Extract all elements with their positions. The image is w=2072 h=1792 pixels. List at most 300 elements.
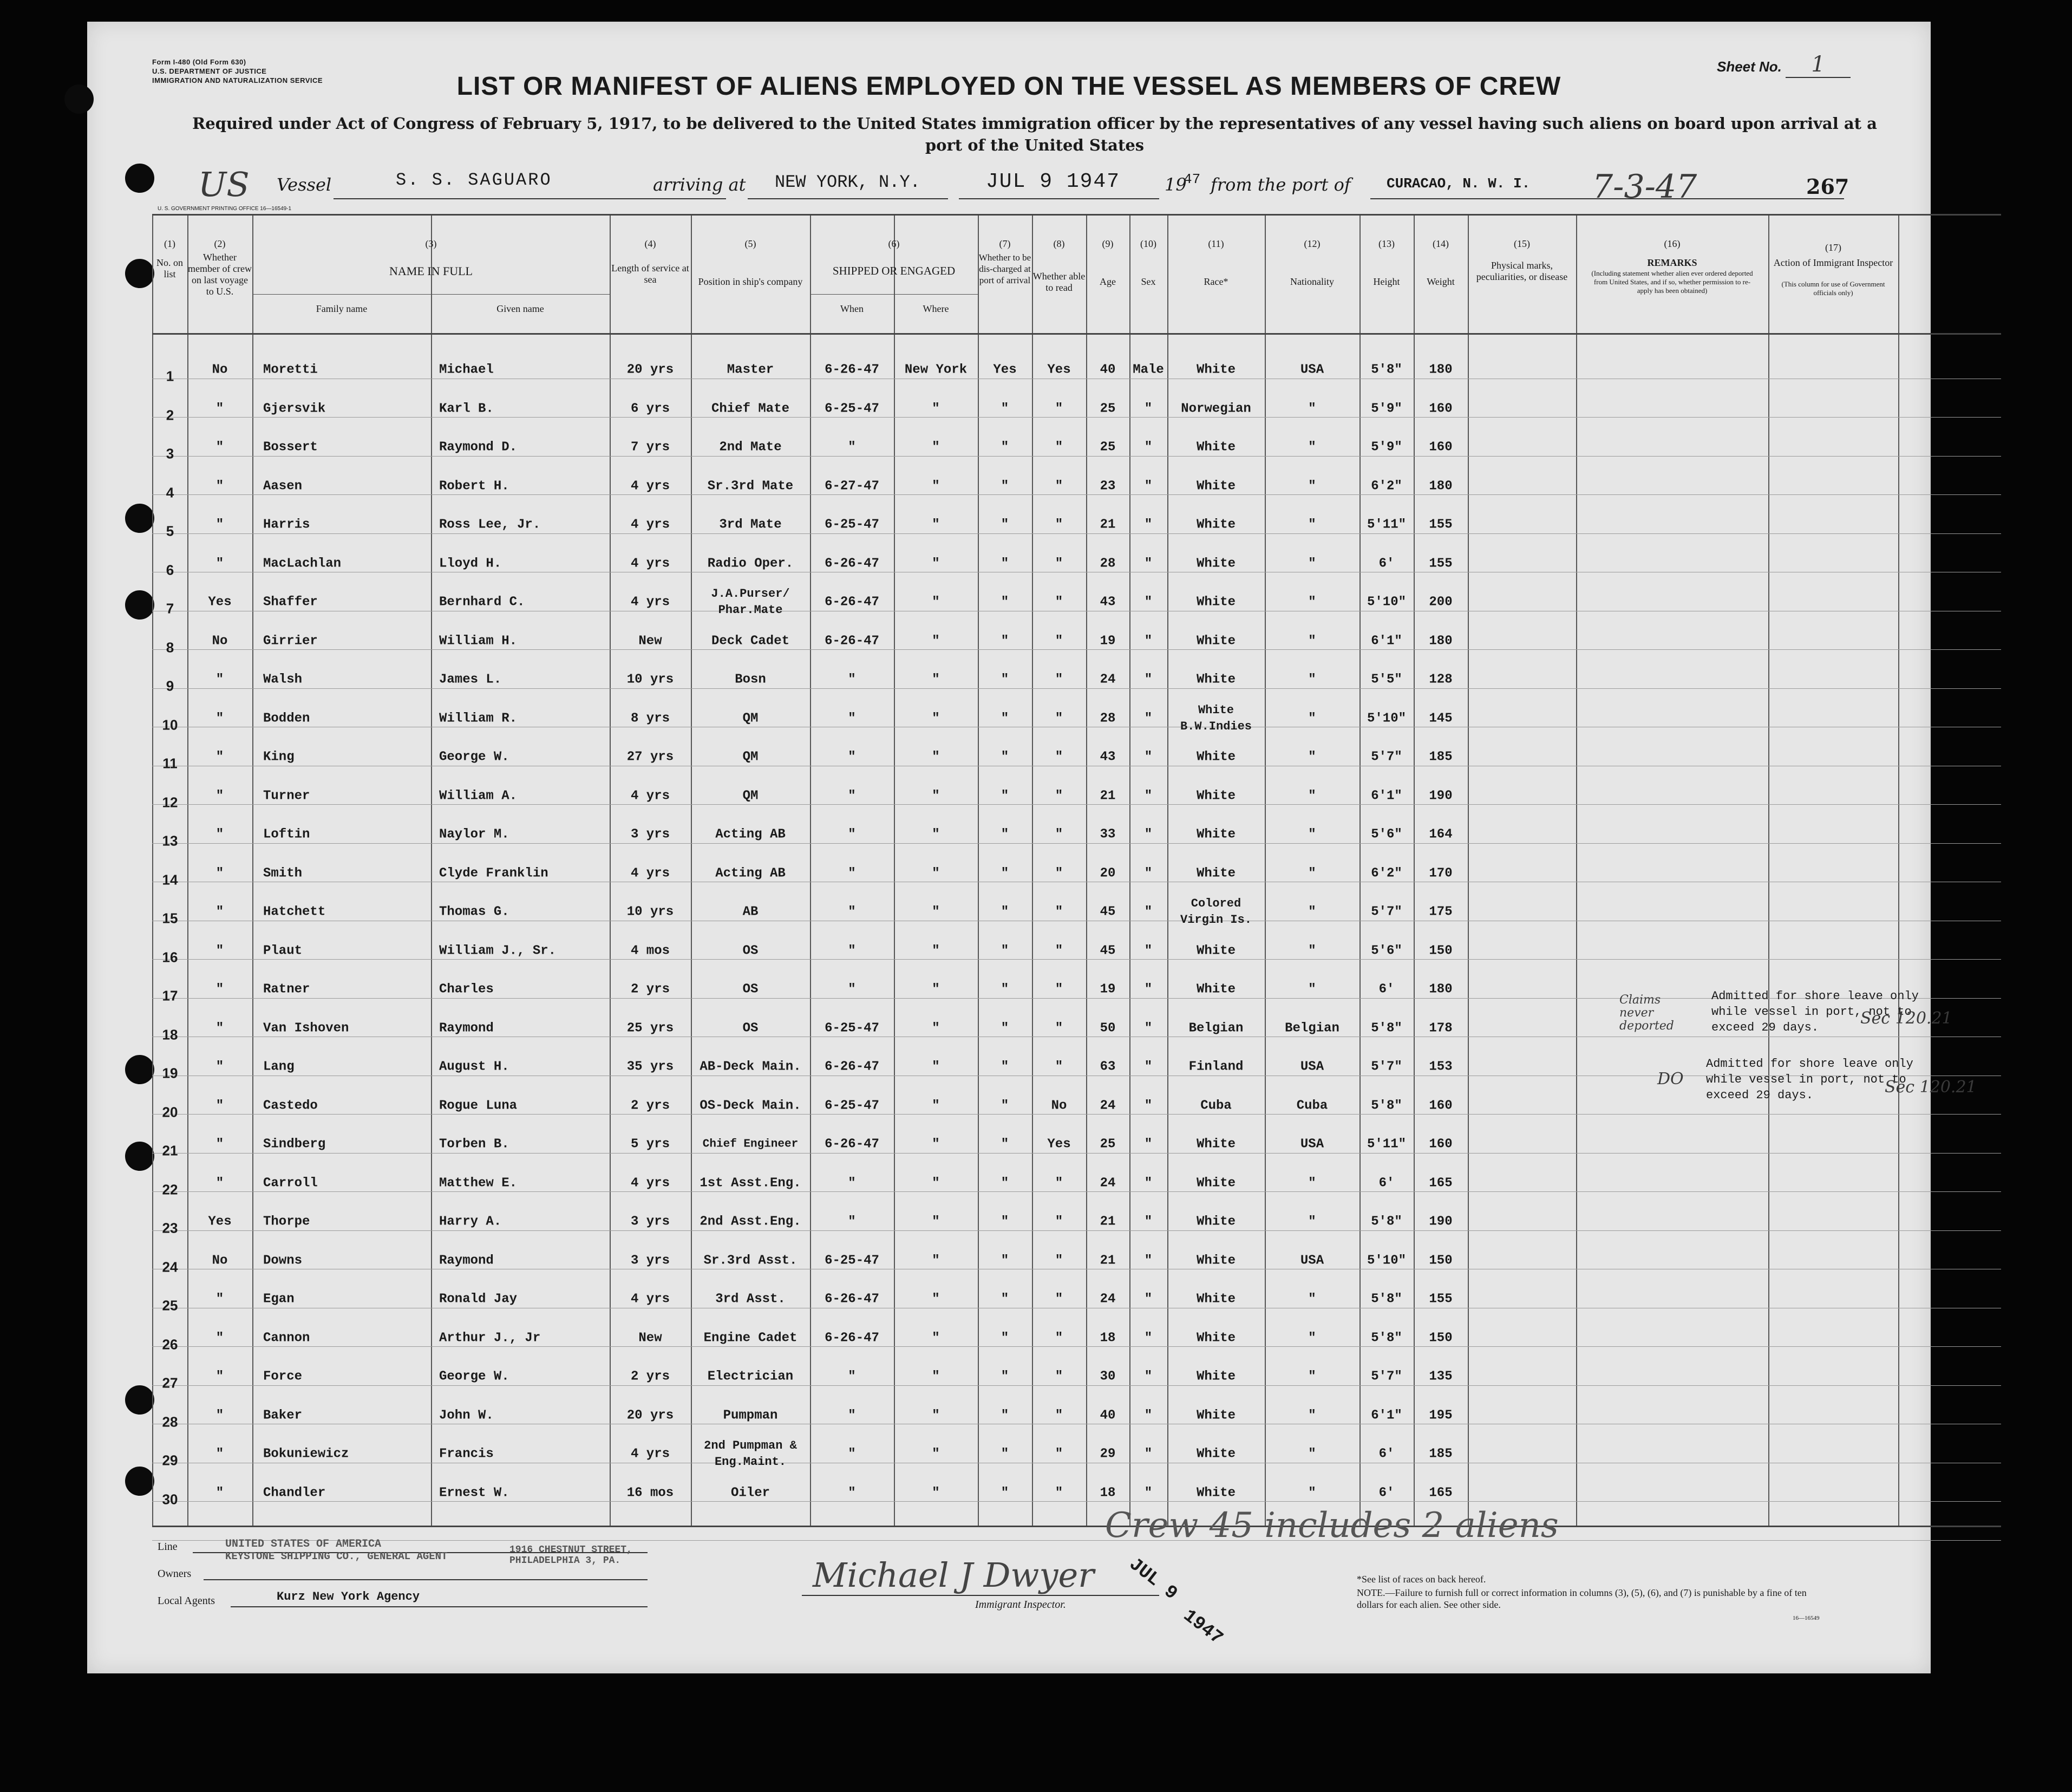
cell-height: 5'7" bbox=[1371, 750, 1402, 765]
cell-where: " bbox=[932, 1446, 940, 1462]
cell-where: " bbox=[932, 711, 940, 726]
cell-prev: " bbox=[215, 1176, 224, 1190]
cell-weight: 180 bbox=[1429, 634, 1453, 648]
col-label-4: Length of service at sea bbox=[611, 263, 689, 285]
stamp-year: 1947 bbox=[1179, 1606, 1227, 1650]
row-number: 1 bbox=[166, 368, 174, 385]
cell-disch: " bbox=[1001, 1137, 1009, 1152]
cell-read: " bbox=[1055, 750, 1063, 765]
cell-disch: " bbox=[1001, 595, 1009, 610]
cell-race: White bbox=[1196, 362, 1236, 377]
cell-when: 6-26-47 bbox=[825, 1292, 879, 1307]
cell-height: 5'11" bbox=[1367, 1137, 1406, 1152]
cell-when: 6-25-47 bbox=[825, 1021, 879, 1035]
cell-race: White bbox=[1196, 943, 1236, 958]
row-rule bbox=[152, 456, 2001, 457]
cell-sex: " bbox=[1144, 1214, 1153, 1229]
col-label-8: Whether able to read bbox=[1032, 271, 1086, 293]
cell-weight: 155 bbox=[1429, 517, 1453, 532]
col-label-16: REMARKS bbox=[1647, 257, 1697, 268]
cell-when: " bbox=[848, 750, 856, 765]
cell-nat: " bbox=[1308, 1214, 1316, 1229]
cell-where: " bbox=[932, 1292, 940, 1307]
cell-where: " bbox=[932, 1137, 940, 1152]
punch-hole bbox=[125, 1142, 154, 1171]
row-number: 7 bbox=[166, 600, 174, 617]
col-num-14: (14) bbox=[1433, 238, 1449, 249]
cell-given: Ross Lee, Jr. bbox=[439, 517, 541, 532]
cell-height: 6' bbox=[1378, 1485, 1395, 1500]
cell-race: White bbox=[1196, 1253, 1236, 1268]
col-label-7: Whether to be dis-charged at port of arrival bbox=[978, 252, 1031, 285]
cell-read: " bbox=[1055, 672, 1063, 687]
cell-nat: Cuba bbox=[1296, 1098, 1328, 1113]
crew-table bbox=[152, 214, 2001, 1527]
cell-height: 5'8" bbox=[1371, 1098, 1402, 1113]
cell-race: White bbox=[1196, 827, 1236, 842]
cell-family: Egan bbox=[263, 1292, 295, 1307]
punch-hole bbox=[125, 259, 154, 288]
cell-given: Lloyd H. bbox=[439, 556, 502, 571]
row-number: 13 bbox=[162, 832, 178, 849]
cell-prev: No bbox=[212, 362, 228, 377]
cell-given: Ernest W. bbox=[439, 1485, 509, 1500]
col-num-8: (8) bbox=[1053, 238, 1065, 249]
cell-family: Turner bbox=[263, 789, 310, 803]
col-label-3: NAME IN FULL bbox=[389, 264, 473, 278]
keystone-agent: KEYSTONE SHIPPING CO., GENERAL AGENT bbox=[225, 1550, 448, 1562]
cell-prev: Yes bbox=[208, 595, 232, 610]
row-number: 25 bbox=[162, 1297, 178, 1314]
cell-family: Walsh bbox=[263, 672, 303, 687]
cell-weight: 185 bbox=[1429, 750, 1453, 765]
cell-nat: " bbox=[1308, 982, 1316, 997]
cell-sex: " bbox=[1144, 1021, 1153, 1035]
cell-height: 6' bbox=[1378, 1446, 1395, 1462]
cell-when: " bbox=[848, 1446, 856, 1462]
cell-sex: " bbox=[1144, 1098, 1153, 1113]
cell-weight: 200 bbox=[1429, 595, 1453, 610]
cell-position: OS-Deck Main. bbox=[700, 1098, 801, 1113]
cell-service: 2 yrs bbox=[630, 1098, 670, 1113]
col-num-12: (12) bbox=[1304, 238, 1321, 249]
cell-read: " bbox=[1055, 517, 1063, 532]
cell-position: Pumpman bbox=[723, 1408, 778, 1423]
cell-prev: " bbox=[215, 440, 224, 455]
cell-position: Sr.3rd Mate bbox=[707, 479, 794, 493]
cell-position: OS bbox=[742, 982, 759, 997]
cell-sex: " bbox=[1144, 1253, 1153, 1268]
cell-position: Deck Cadet bbox=[711, 634, 790, 648]
cell-height: 6'1" bbox=[1371, 789, 1402, 803]
cell-service: 20 yrs bbox=[626, 362, 674, 377]
cell-height: 5'7" bbox=[1371, 1369, 1402, 1384]
cell-height: 6'1" bbox=[1371, 1408, 1402, 1423]
cell-where: " bbox=[932, 401, 940, 416]
cell-read: " bbox=[1055, 866, 1063, 881]
cell-family: Lang bbox=[263, 1059, 295, 1074]
col-num-4: (4) bbox=[644, 238, 656, 249]
cell-sex: " bbox=[1144, 1485, 1153, 1500]
cell-given: William H. bbox=[439, 634, 518, 648]
cell-position: AB bbox=[742, 904, 759, 920]
cell-sex: " bbox=[1144, 634, 1153, 648]
cell-given: Arthur J., Jr bbox=[439, 1331, 541, 1345]
cell-nat: " bbox=[1308, 634, 1316, 648]
cell-position: QM bbox=[742, 789, 759, 803]
cell-weight: 165 bbox=[1429, 1176, 1453, 1190]
cell-service: 7 yrs bbox=[630, 440, 670, 455]
cell-position: Electrician bbox=[707, 1369, 794, 1384]
cell-disch: " bbox=[1001, 517, 1009, 532]
cell-age: 30 bbox=[1100, 1369, 1116, 1384]
cell-when: 6-26-47 bbox=[825, 362, 879, 377]
cell-height: 6' bbox=[1378, 1176, 1395, 1190]
cell-weight: 135 bbox=[1429, 1369, 1453, 1384]
cell-prev: No bbox=[212, 1253, 228, 1268]
cell-prev: " bbox=[215, 866, 224, 881]
cell-disch: " bbox=[1001, 1176, 1009, 1190]
cell-prev: " bbox=[215, 1059, 224, 1074]
cell-family: Chandler bbox=[263, 1485, 326, 1500]
column-rule bbox=[152, 214, 153, 1527]
cell-service: 35 yrs bbox=[626, 1059, 674, 1074]
cell-given: Matthew E. bbox=[439, 1176, 518, 1190]
row-rule bbox=[152, 804, 2001, 805]
cell-weight: 190 bbox=[1429, 789, 1453, 803]
cell-read: " bbox=[1055, 1331, 1063, 1345]
cell-given: Rogue Luna bbox=[439, 1098, 518, 1113]
col-label-2: Whether member of crew on last voyage to U.S. bbox=[188, 252, 252, 297]
cell-position: 3rd Asst. bbox=[715, 1292, 786, 1307]
cell-when: 6-26-47 bbox=[825, 1137, 879, 1152]
cell-disch: " bbox=[1001, 1408, 1009, 1423]
cell-position: Bosn bbox=[735, 672, 766, 687]
cell-disch: " bbox=[1001, 440, 1009, 455]
cell-when: 6-26-47 bbox=[825, 595, 879, 610]
cell-where: " bbox=[932, 517, 940, 532]
cell-age: 21 bbox=[1100, 1214, 1116, 1229]
cell-nat: " bbox=[1308, 1485, 1316, 1500]
row-number: 18 bbox=[162, 1026, 178, 1042]
year-prefix: 19 bbox=[1165, 174, 1187, 195]
cell-family: Shaffer bbox=[263, 595, 318, 610]
cell-age: 24 bbox=[1100, 1292, 1116, 1307]
cell-nat: " bbox=[1308, 750, 1316, 765]
row-number: 15 bbox=[162, 910, 178, 927]
cell-sex: " bbox=[1144, 789, 1153, 803]
cell-weight: 155 bbox=[1429, 1292, 1453, 1307]
row-rule bbox=[152, 1153, 2001, 1154]
cell-read: No bbox=[1051, 1098, 1067, 1113]
cell-sex: " bbox=[1144, 866, 1153, 881]
cell-given: Raymond bbox=[439, 1021, 494, 1035]
cell-disch: " bbox=[1001, 672, 1009, 687]
cell-family: Loftin bbox=[263, 827, 310, 842]
cell-sex: " bbox=[1144, 556, 1153, 571]
cell-service: 10 yrs bbox=[626, 672, 674, 687]
cell-age: 24 bbox=[1100, 672, 1116, 687]
cell-when: " bbox=[848, 904, 856, 920]
row-rule bbox=[152, 1501, 2001, 1502]
cell-age: 23 bbox=[1100, 479, 1116, 493]
cell-race: White bbox=[1196, 634, 1236, 648]
cell-given: Clyde Franklin bbox=[439, 866, 548, 881]
cell-age: 24 bbox=[1100, 1176, 1116, 1190]
cell-nat: " bbox=[1308, 866, 1316, 881]
col-label-15: Physical marks, peculiarities, or disease bbox=[1476, 260, 1568, 282]
cell-position: Acting AB bbox=[715, 866, 786, 881]
remark-row-20-handwritten: Sec 120.21 bbox=[1885, 1078, 1977, 1097]
cell-height: 5'8" bbox=[1371, 1292, 1402, 1307]
cell-age: 40 bbox=[1100, 1408, 1116, 1423]
cell-disch: " bbox=[1001, 711, 1009, 726]
row-number: 4 bbox=[166, 484, 174, 500]
cell-when: " bbox=[848, 943, 856, 958]
cell-sex: " bbox=[1144, 1408, 1153, 1423]
cell-family: Girrier bbox=[263, 634, 318, 648]
row-number: 30 bbox=[162, 1491, 178, 1507]
cell-race: White bbox=[1196, 866, 1236, 881]
cell-weight: 150 bbox=[1429, 943, 1453, 958]
row-rule bbox=[152, 1230, 2001, 1231]
cell-service: 2 yrs bbox=[630, 982, 670, 997]
row-number: 10 bbox=[162, 716, 178, 733]
arriving-port: NEW YORK, N.Y. bbox=[775, 172, 920, 192]
cell-where: " bbox=[932, 1485, 940, 1500]
cell-weight: 195 bbox=[1429, 1408, 1453, 1423]
printing-office-line: U. S. GOVERNMENT PRINTING OFFICE 16—16549-1 bbox=[158, 206, 292, 212]
stamp-date: JUL 9 bbox=[1125, 1554, 1181, 1605]
cell-family: Sindberg bbox=[263, 1137, 326, 1152]
cell-family: Force bbox=[263, 1369, 303, 1384]
cell-race: White bbox=[1196, 789, 1236, 803]
row-number: 24 bbox=[162, 1259, 178, 1275]
cell-age: 18 bbox=[1100, 1331, 1116, 1345]
cell-weight: 155 bbox=[1429, 556, 1453, 571]
cell-prev: " bbox=[215, 982, 224, 997]
cell-nat: " bbox=[1308, 1331, 1316, 1345]
cell-prev: " bbox=[215, 1137, 224, 1152]
agent-address: 1916 CHESTNUT STREET, PHILADELPHIA 3, PA. bbox=[509, 1545, 632, 1566]
cell-where: " bbox=[932, 1059, 940, 1074]
col-note-17: (This column for use of Government officials only) bbox=[1781, 280, 1885, 297]
cell-when: " bbox=[848, 982, 856, 997]
cell-nat: " bbox=[1308, 440, 1316, 455]
cell-read: " bbox=[1055, 1021, 1063, 1035]
cell-height: 5'10" bbox=[1367, 1253, 1406, 1268]
row-number: 26 bbox=[162, 1336, 178, 1352]
sheet-number: Sheet No. 1 bbox=[1717, 52, 1851, 78]
col-num-17: (17) bbox=[1825, 242, 1841, 253]
row-rule bbox=[152, 1540, 2001, 1541]
cell-age: 19 bbox=[1100, 982, 1116, 997]
cell-height: 5'10" bbox=[1367, 711, 1406, 726]
cell-disch: " bbox=[1001, 789, 1009, 803]
cell-height: 5'6" bbox=[1371, 827, 1402, 842]
cell-disch: " bbox=[1001, 1098, 1009, 1113]
cell-when: 6-25-47 bbox=[825, 1098, 879, 1113]
cell-weight: 150 bbox=[1429, 1253, 1453, 1268]
row-rule bbox=[152, 1346, 2001, 1347]
cell-where: " bbox=[932, 479, 940, 493]
col-num-10: (10) bbox=[1140, 238, 1156, 249]
cell-where: " bbox=[932, 595, 940, 610]
column-rule bbox=[252, 214, 253, 1527]
cell-read: " bbox=[1055, 595, 1063, 610]
cell-read: " bbox=[1055, 1485, 1063, 1500]
row-rule bbox=[152, 1385, 2001, 1386]
cell-family: King bbox=[263, 750, 295, 765]
cell-family: MacLachlan bbox=[263, 556, 342, 571]
cell-family: Smith bbox=[263, 866, 303, 881]
year-suffix: 47 bbox=[1184, 171, 1201, 187]
header-rule bbox=[152, 214, 2001, 216]
inspector-signature: Michael J Dwyer bbox=[813, 1555, 1094, 1595]
row-number: 8 bbox=[166, 639, 174, 655]
cell-read: " bbox=[1055, 440, 1063, 455]
cell-sex: " bbox=[1144, 1059, 1153, 1074]
cell-prev: " bbox=[215, 789, 224, 803]
cell-race: Colored Virgin Is. bbox=[1180, 897, 1252, 927]
cell-height: 6'2" bbox=[1371, 866, 1402, 881]
cell-height: 5'7" bbox=[1371, 904, 1402, 920]
cell-weight: 128 bbox=[1429, 672, 1453, 687]
row-number: 2 bbox=[166, 407, 174, 423]
row-rule bbox=[152, 1114, 2001, 1115]
cell-sex: " bbox=[1144, 1446, 1153, 1462]
cell-service: 8 yrs bbox=[630, 711, 670, 726]
cell-disch: " bbox=[1001, 750, 1009, 765]
cell-service: 3 yrs bbox=[630, 1253, 670, 1268]
vessel-line bbox=[87, 165, 1931, 207]
cell-race: White bbox=[1196, 1292, 1236, 1307]
cell-prev: No bbox=[212, 634, 228, 648]
cell-sex: " bbox=[1144, 1292, 1153, 1307]
page-title: LIST OR MANIFEST OF ALIENS EMPLOYED ON THE VESSEL AS MEMBERS OF CREW bbox=[456, 72, 1561, 101]
cell-position: Oiler bbox=[730, 1485, 770, 1500]
cell-read: " bbox=[1055, 1292, 1063, 1307]
cell-disch: " bbox=[1001, 401, 1009, 416]
cell-read: " bbox=[1055, 401, 1063, 416]
cell-disch: " bbox=[1001, 1214, 1009, 1229]
cell-prev: " bbox=[215, 517, 224, 532]
col-num-5: (5) bbox=[744, 238, 756, 249]
cell-age: 45 bbox=[1100, 943, 1116, 958]
form-identifier: Form I-480 (Old Form 630) U.S. DEPARTMENT OF JUSTICE IMMIGRATION AND NATURALIZATION SERVICE bbox=[152, 58, 323, 84]
col-num-1: (1) bbox=[164, 238, 175, 249]
row-number: 27 bbox=[162, 1374, 178, 1391]
cell-sex: " bbox=[1144, 943, 1153, 958]
cell-when: " bbox=[848, 1176, 856, 1190]
cell-given: Charles bbox=[439, 982, 494, 997]
col-num-2: (2) bbox=[214, 238, 226, 249]
cell-height: 6'2" bbox=[1371, 479, 1402, 493]
cell-service: 3 yrs bbox=[630, 1214, 670, 1229]
cell-height: 5'8" bbox=[1371, 1214, 1402, 1229]
cell-race: White bbox=[1196, 517, 1236, 532]
cell-when: 6-25-47 bbox=[825, 401, 879, 416]
cell-nat: " bbox=[1308, 479, 1316, 493]
cell-age: 45 bbox=[1100, 904, 1116, 920]
cell-nat: " bbox=[1308, 1176, 1316, 1190]
punch-hole bbox=[64, 84, 94, 114]
from-port-label: from the port of bbox=[1211, 174, 1351, 195]
cell-disch: " bbox=[1001, 1021, 1009, 1035]
cell-when: " bbox=[848, 672, 856, 687]
cell-race: White bbox=[1196, 1331, 1236, 1345]
cell-prev: Yes bbox=[208, 1214, 232, 1229]
row-number: 20 bbox=[162, 1104, 178, 1120]
cell-nat: " bbox=[1308, 827, 1316, 842]
page-subtitle: Required under Act of Congress of February 5, 1917, to be delivered to the United States immigration officer by the representatives of any vessel having such aliens on board upon arrival at a port of the United States bbox=[192, 114, 1877, 154]
cell-where: " bbox=[932, 866, 940, 881]
cell-when: " bbox=[848, 1485, 856, 1500]
cell-weight: 165 bbox=[1429, 1485, 1453, 1500]
cell-age: 18 bbox=[1100, 1485, 1116, 1500]
cell-family: Moretti bbox=[263, 362, 318, 377]
cell-given: William J., Sr. bbox=[439, 943, 557, 958]
cell-position: Chief Engineer bbox=[702, 1138, 799, 1151]
cell-family: Hatchett bbox=[263, 904, 326, 920]
cell-where: " bbox=[932, 1331, 940, 1345]
cell-race: Finland bbox=[1188, 1059, 1244, 1074]
cell-height: 5'9" bbox=[1371, 401, 1402, 416]
cell-sex: " bbox=[1144, 1369, 1153, 1384]
cell-race: White bbox=[1196, 750, 1236, 765]
row-number: 17 bbox=[162, 987, 178, 1004]
cell-position: AB-Deck Main. bbox=[700, 1059, 801, 1074]
from-port: CURACAO, N. W. I. bbox=[1387, 175, 1531, 192]
cell-age: 25 bbox=[1100, 440, 1116, 455]
cell-read: " bbox=[1055, 827, 1063, 842]
cell-weight: 145 bbox=[1429, 711, 1453, 726]
cell-nat: USA bbox=[1300, 1253, 1324, 1268]
cell-nat: USA bbox=[1300, 1059, 1324, 1074]
cell-family: Baker bbox=[263, 1408, 303, 1423]
cell-family: Plaut bbox=[263, 943, 303, 958]
inspector-label: Immigrant Inspector. bbox=[975, 1599, 1066, 1611]
cell-position: QM bbox=[742, 711, 759, 726]
cell-weight: 180 bbox=[1429, 982, 1453, 997]
cell-prev: " bbox=[215, 1408, 224, 1423]
cell-given: Raymond D. bbox=[439, 440, 518, 455]
cell-prev: " bbox=[215, 750, 224, 765]
column-rule bbox=[1576, 214, 1577, 1527]
col-label-12: Nationality bbox=[1290, 276, 1334, 287]
cell-height: 5'8" bbox=[1371, 362, 1402, 377]
cell-position: Sr.3rd Asst. bbox=[703, 1253, 798, 1268]
cell-disch: " bbox=[1001, 904, 1009, 920]
cell-race: White bbox=[1196, 672, 1236, 687]
cell-age: 24 bbox=[1100, 1098, 1116, 1113]
cell-prev: " bbox=[215, 1098, 224, 1113]
cell-where: " bbox=[932, 1098, 940, 1113]
cell-given: John W. bbox=[439, 1408, 494, 1423]
cell-weight: 160 bbox=[1429, 401, 1453, 416]
cell-family: Gjersvik bbox=[263, 401, 326, 416]
penalty-note: NOTE.—Failure to furnish full or correct information in columns (3), (5), (6), and (7) is punishable by a fine of ten dollars for each alien. See other side. bbox=[1357, 1587, 1807, 1610]
cell-service: 4 yrs bbox=[630, 789, 670, 803]
cell-given: William A. bbox=[439, 789, 518, 803]
cell-nat: " bbox=[1308, 1408, 1316, 1423]
cell-age: 29 bbox=[1100, 1446, 1116, 1462]
row-number: 14 bbox=[162, 871, 178, 888]
cell-height: 5'10" bbox=[1367, 595, 1406, 610]
cell-family: Ratner bbox=[263, 982, 310, 997]
cell-service: 4 mos bbox=[630, 943, 670, 958]
cell-height: 6' bbox=[1378, 556, 1395, 571]
